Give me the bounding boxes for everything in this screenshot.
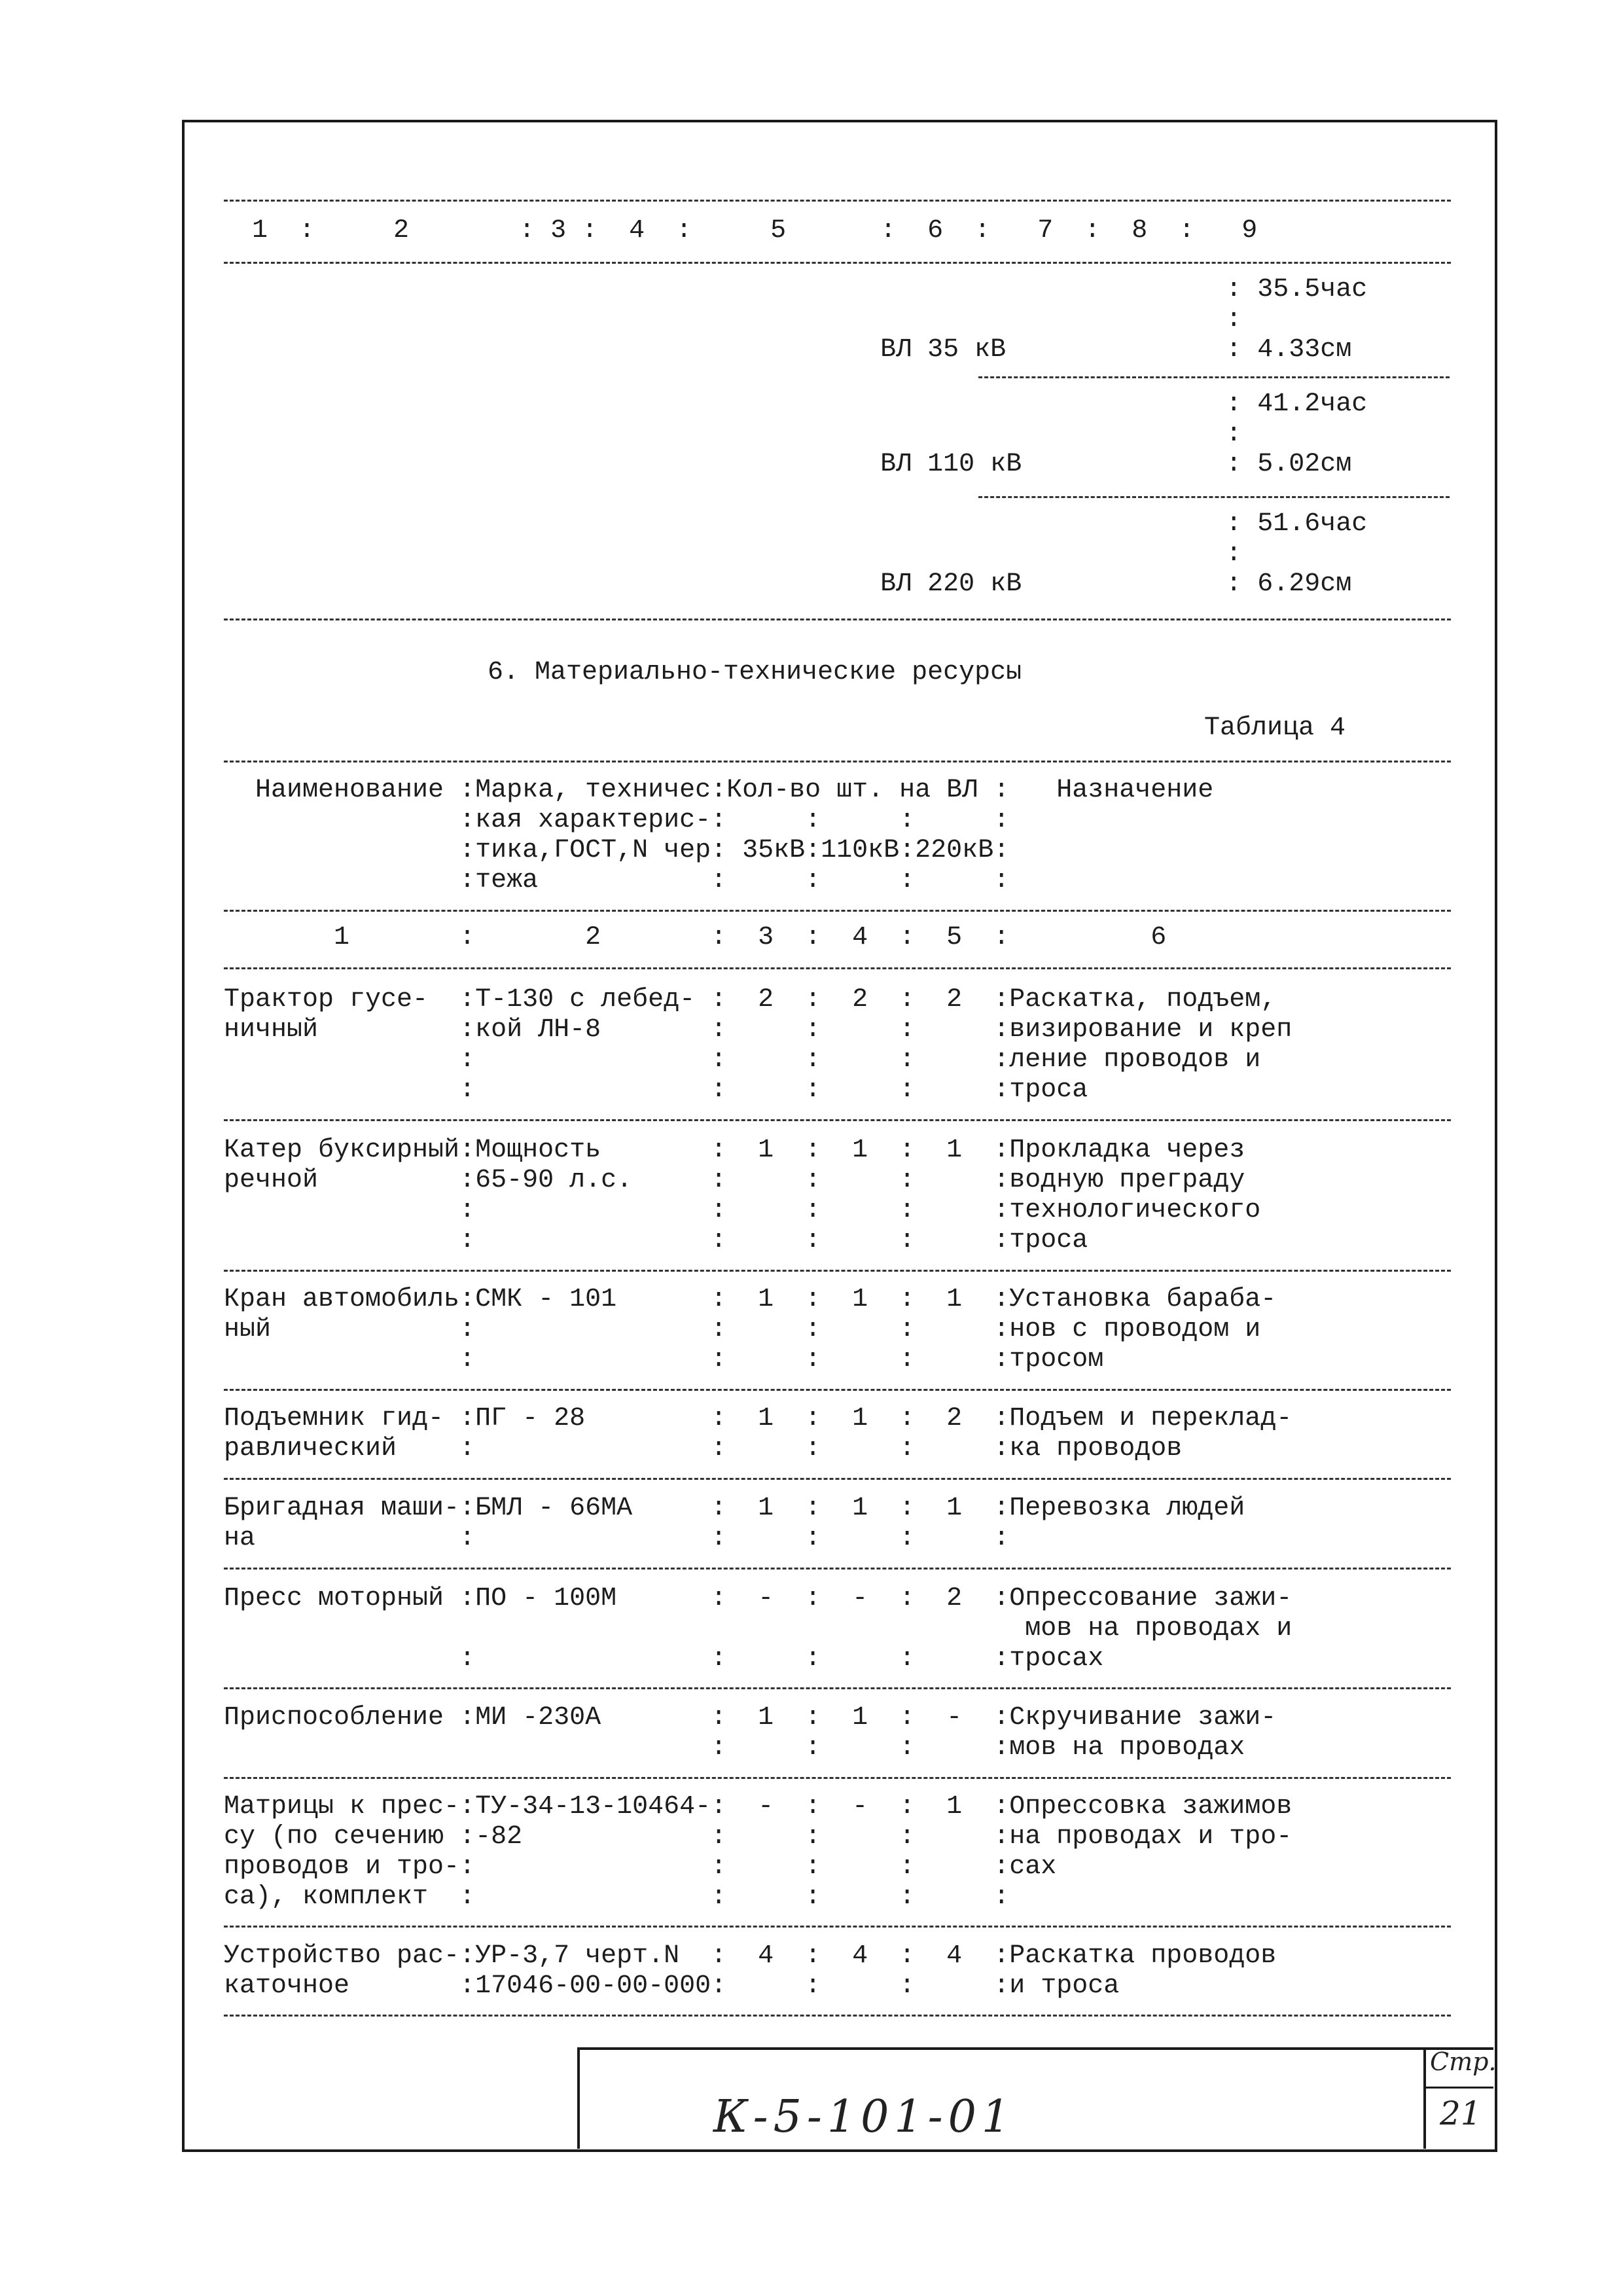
top-table-rule-header xyxy=(224,262,1451,264)
top-table-subrule xyxy=(978,496,1450,498)
table-row: Бригадная маши-:БМЛ - 66МА : 1 : 1 : 1 :Перевозка людей xyxy=(224,1494,1245,1523)
row-divider xyxy=(224,1777,1451,1779)
table-row: речной :65-90 л.с. : : : :водную преграду xyxy=(224,1166,1245,1195)
top-table-line: : xyxy=(252,305,1242,334)
resources-rule-bottom xyxy=(224,2015,1451,2017)
table-row: Катер буксирный:Мощность : 1 : 1 : 1 :Прокладка через xyxy=(224,1136,1245,1165)
top-table-line: : xyxy=(252,539,1242,569)
table-row: : : : : :тросом xyxy=(224,1345,1104,1374)
table-row: са), комплект : : : : : xyxy=(224,1882,1010,1912)
table-row: Устройство рас-:УР-3,7 черт.N : 4 : 4 : 4 :Раскатка проводов xyxy=(224,1941,1277,1971)
table-row: су (по сечению :-82 : : : :на проводах и тро- xyxy=(224,1822,1293,1852)
top-table-line: ВЛ 220 кВ : 6.29см xyxy=(252,569,1352,599)
top-table-line: : 51.6час xyxy=(252,509,1368,539)
table-row: ный : : : : :нов с проводом и xyxy=(224,1315,1261,1344)
sheet-number: 21 xyxy=(1440,2094,1482,2132)
sheet-label: Стр. xyxy=(1430,2047,1497,2076)
row-divider xyxy=(224,1389,1451,1391)
table-row: каточное :17046-00-00-000: : : :и троса xyxy=(224,1971,1120,2001)
sheet-box-divider xyxy=(1426,2087,1493,2089)
table-row: : : : : :троса xyxy=(224,1075,1088,1105)
resources-column-numbers: 1 : 2 : 3 : 4 : 5 : 6 xyxy=(224,923,1167,952)
top-table-line: : 41.2час xyxy=(252,389,1368,419)
table-row: на : : : : : xyxy=(224,1524,1010,1553)
table-row: : : : : :троса xyxy=(224,1226,1088,1255)
table-row: Пресс моторный :ПО - 100М : - : - : 2 :Опрессование зажи- xyxy=(224,1584,1293,1613)
document-code: К-5-101-01 xyxy=(713,2091,1016,2143)
top-table-header-row: 1 : 2 : 3 : 4 : 5 : 6 : 7 : 8 : 9 xyxy=(252,216,1258,245)
table-row: Подъемник гид- :ПГ - 28 : 1 : 1 : 2 :Подъем и переклад- xyxy=(224,1404,1293,1433)
resources-header-line: :тежа : : : : xyxy=(224,866,1010,895)
row-divider xyxy=(224,1687,1451,1689)
table-row: : : : : :технологического xyxy=(224,1196,1261,1225)
table-label: Таблица 4 xyxy=(1204,713,1346,743)
table-row: Матрицы к прес-:ТУ-34-13-10464-: - : - : 1 :Опрессовка зажимов xyxy=(224,1792,1293,1821)
top-table-rule-bottom xyxy=(224,619,1451,620)
table-row: проводов и тро-: : : : :сах xyxy=(224,1852,1057,1882)
row-divider xyxy=(224,1568,1451,1570)
top-table-subrule xyxy=(978,376,1450,378)
resources-header-line: Наименование :Марка, техничес:Кол-во шт. на ВЛ : Назначение xyxy=(224,776,1214,805)
row-divider xyxy=(224,1270,1451,1272)
row-divider xyxy=(224,1119,1451,1121)
table-row: ничный :кой ЛН-8 : : : :визирование и креп xyxy=(224,1015,1293,1045)
table-row: Приспособление :МИ -230А : 1 : 1 : - :Скручивание зажи- xyxy=(224,1703,1277,1732)
resources-rule-header xyxy=(224,910,1451,912)
table-row: мов на проводах и xyxy=(224,1614,1293,1643)
resources-rule-colnums xyxy=(224,967,1451,969)
table-row: Трактор гусе- :Т-130 с лебед- : 2 : 2 : 2 :Раскатка, подъем, xyxy=(224,985,1277,1014)
resources-header-line: :кая характерис-: : : : xyxy=(224,806,1010,835)
top-table-line: ВЛ 35 кВ : 4.33см xyxy=(252,335,1352,365)
row-divider xyxy=(224,1478,1451,1480)
table-row: Кран автомобиль:СМК - 101 : 1 : 1 : 1 :Установка бараба- xyxy=(224,1285,1277,1314)
table-row: : : : : :ление проводов и xyxy=(224,1045,1261,1075)
top-table-line: : 35.5час xyxy=(252,275,1368,304)
table-row: : : : : :тросах xyxy=(224,1644,1104,1674)
table-row: : : : :мов на проводах xyxy=(224,1733,1245,1763)
section-title: 6. Материально-технические ресурсы xyxy=(488,658,1022,687)
top-table-line: ВЛ 110 кВ : 5.02см xyxy=(252,450,1352,479)
top-table-line: : xyxy=(252,420,1242,449)
top-table-rule-top xyxy=(224,200,1451,202)
resources-header-line: :тика,ГОСТ,N чер: 35кВ:110кВ:220кВ: xyxy=(224,836,1010,865)
resources-rule-top xyxy=(224,761,1451,762)
row-divider xyxy=(224,1926,1451,1928)
table-row: равлический : : : : :ка проводов xyxy=(224,1434,1183,1463)
